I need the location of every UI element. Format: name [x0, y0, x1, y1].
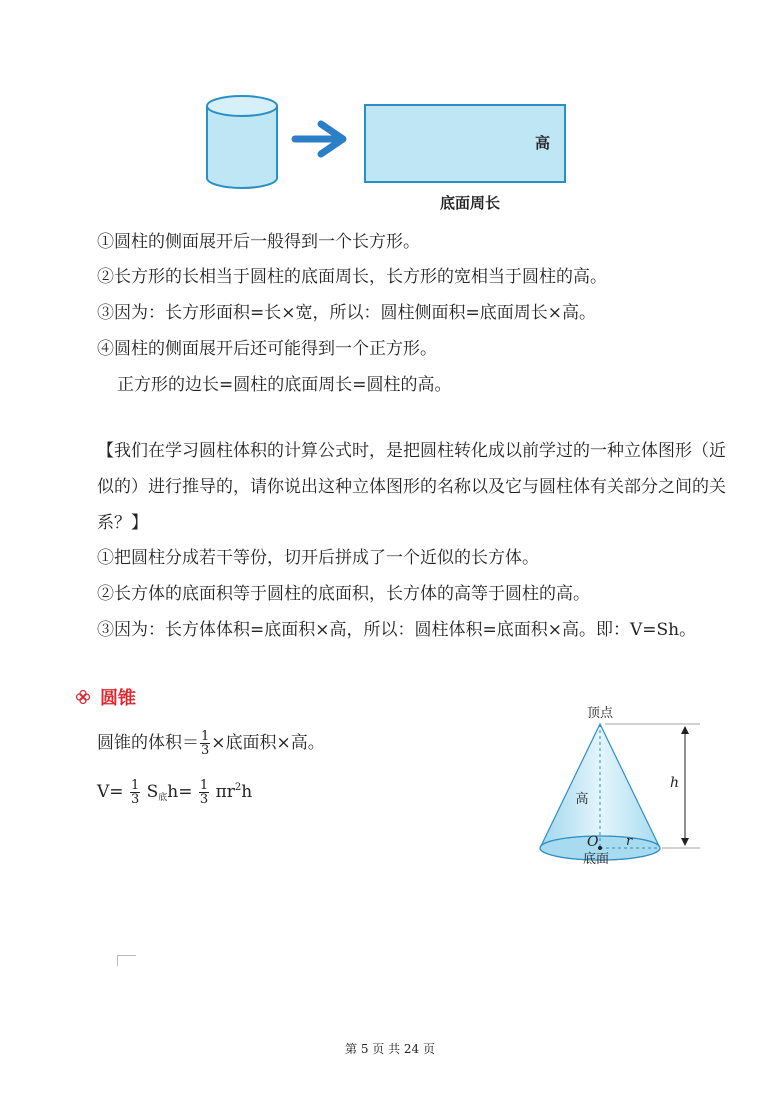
volume-item-1: ①把圆柱分成若干等份，切开后拼成了一个近似的长方体。: [97, 548, 539, 568]
rect-base-caption: 底面周长: [439, 194, 501, 212]
formula1-prefix: 圆锥的体积＝: [97, 733, 199, 753]
flower-bullet-icon: [76, 690, 90, 704]
cone-section-heading: [76, 684, 136, 710]
lateral-item-4: ④圆柱的侧面展开后还可能得到一个正方形。: [97, 339, 437, 359]
formula2-fraction-2: $\frac{1}{3}$: [199, 778, 209, 807]
formula1-suffix: ×底面积×高。: [211, 733, 325, 753]
lateral-item-3: ③因为：长方形面积=长×宽，所以：圆柱侧面积=底面周长×高。: [97, 303, 596, 323]
cone-formula-2: V= $\frac{1}{3}$ $S_底h=$ $\frac{1}{3}$ $\pi r^2h$: [97, 778, 253, 807]
base-label: 底面: [582, 852, 610, 867]
cone-diagram: [530, 700, 730, 875]
center-label: O: [587, 834, 599, 850]
formula1-fraction: $\frac{1}{3}$: [201, 729, 210, 758]
apex-label: 顶点: [586, 706, 614, 721]
volume-item-2: ②长方体的底面积等于圆柱的底面积，长方体的高等于圆柱的高。: [97, 584, 590, 604]
right-arrow-icon: [295, 124, 343, 154]
cylinder-shape: [207, 96, 277, 188]
cone-formula-1: [97, 728, 325, 758]
volume-item-3: ③因为：长方体体积=底面积×高，所以：圆柱体积=底面积×高。即：V=Sh。: [97, 620, 697, 640]
lateral-item-2: ②长方形的长相当于圆柱的底面周长，长方形的宽相当于圆柱的高。: [97, 267, 607, 287]
radius-label: r: [626, 834, 633, 849]
cone-title: 圆锥: [100, 688, 136, 709]
lateral-item-5: 正方形的边长=圆柱的底面周长=圆柱的高。: [117, 375, 452, 395]
cylinder-unfold-figure: [195, 88, 595, 218]
page-footer: 第 5 页 共 24 页: [345, 1042, 435, 1056]
height-dimension-arrow-icon: [681, 726, 689, 846]
crop-mark: [117, 955, 136, 966]
lateral-item-1: ①圆柱的侧面展开后一般得到一个长方形。: [97, 232, 420, 252]
question-paragraph: 【我们在学习圆柱体积的计算公式时，是把圆柱转化成以前学过的一种立体图形（近似的）进行推导的，请你说出这种立体图形的名称以及它与圆柱体有关部分之间的关系？】: [97, 441, 726, 533]
h-label: h: [669, 775, 679, 791]
formula2-fraction-1: $\frac{1}{3}$: [130, 778, 140, 807]
cone-height-text: 高: [575, 792, 589, 807]
rect-height-label: 高: [534, 134, 550, 152]
